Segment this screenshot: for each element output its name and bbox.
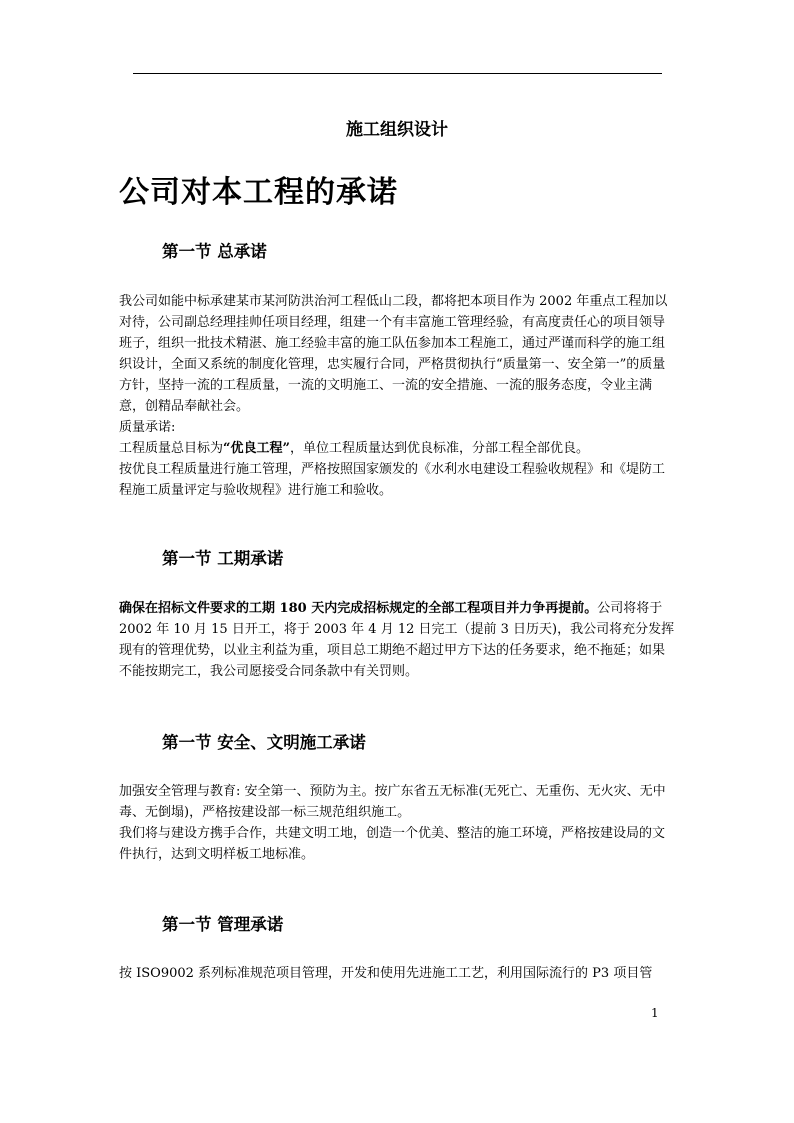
section-heading-schedule: 第一节 工期承诺 — [162, 549, 284, 568]
section-body-safety — [119, 781, 677, 865]
quality-label: 质量承诺: — [119, 420, 176, 435]
paragraph: 我们将与建设方携手合作，共建文明工地，创造一个优美、整洁的施工环境，严格按建设局的文件执行，达到文明样板工地标准。 — [119, 826, 666, 862]
section-body-general — [119, 291, 677, 501]
schedule-emphasis: 确保在招标文件要求的工期 180 天内完成招标规定的全部工程项目并力争再提前。 — [119, 601, 598, 616]
paragraph — [119, 598, 677, 682]
section-body-schedule — [119, 598, 677, 682]
quality-target — [119, 438, 677, 459]
section-heading-management: 第一节 管理承诺 — [162, 915, 284, 934]
schedule-text: 公司将将于 2002 年 10 月 15 日开工，将于 2003 年 4 月 12 日完工（提前 3 日历天)，我公司将充分发挥现有的管理优势，以业主利益为重，项目总工期绝不超过甲方下达的任务要求，绝不拖延；如果不能按期完工，我公司愿接受合同条款中有关罚则。 — [119, 601, 675, 679]
quality-emphasis: “优良工程” — [223, 441, 290, 456]
section-heading-general: 第一节 总承诺 — [162, 242, 267, 261]
paragraph: 加强安全管理与教育: 安全第一、预防为主。按广东省五无标准(无死亡、无重伤、无火灾、无中毒、无倒塌)，严格按建设部一标三规范组织施工。 — [119, 784, 666, 820]
page-title: 公司对本工程的承诺 — [119, 175, 398, 210]
header-rule — [133, 73, 662, 74]
page-number: 1 — [651, 1006, 659, 1020]
quality-suffix: ，单位工程质量达到优良标准，分部工程全部优良。 — [289, 441, 589, 456]
section-body-management — [119, 963, 677, 984]
document-header-title: 施工组织设计 — [346, 120, 448, 140]
paragraph: 我公司如能中标承建某市某河防洪治河工程低山二段，都将把本项目作为 2002 年重点工程加以对待，公司副总经理挂帅任项目经理，组建一个有丰富施工管理经验，有高度责任心的项目领导班子，组织一批技术精湛、施工经验丰富的施工队伍参加本工程施工，通过严谨而科学的施工组织设计，全面又系统的制度化管理，忠实履行合同，严格贯彻执行“质量第一、安全第一”的质量方针，坚持一流的工程质量，一流的文明施工、一流的安全措施、一流的服务态度，令业主满意，创精品奉献社会。 — [119, 294, 668, 414]
section-heading-safety: 第一节 安全、文明施工承诺 — [162, 733, 366, 752]
paragraph: 按 ISO9002 系列标准规范项目管理，开发和使用先进施工工艺，利用国际流行的 P3 项目管 — [119, 966, 653, 981]
quality-prefix: 工程质量总目标为 — [119, 441, 224, 456]
paragraph: 按优良工程质量进行施工管理，严格按照国家颁发的《水利水电建设工程验收规程》和《堤防工程施工质量评定与验收规程》进行施工和验收。 — [119, 462, 666, 498]
